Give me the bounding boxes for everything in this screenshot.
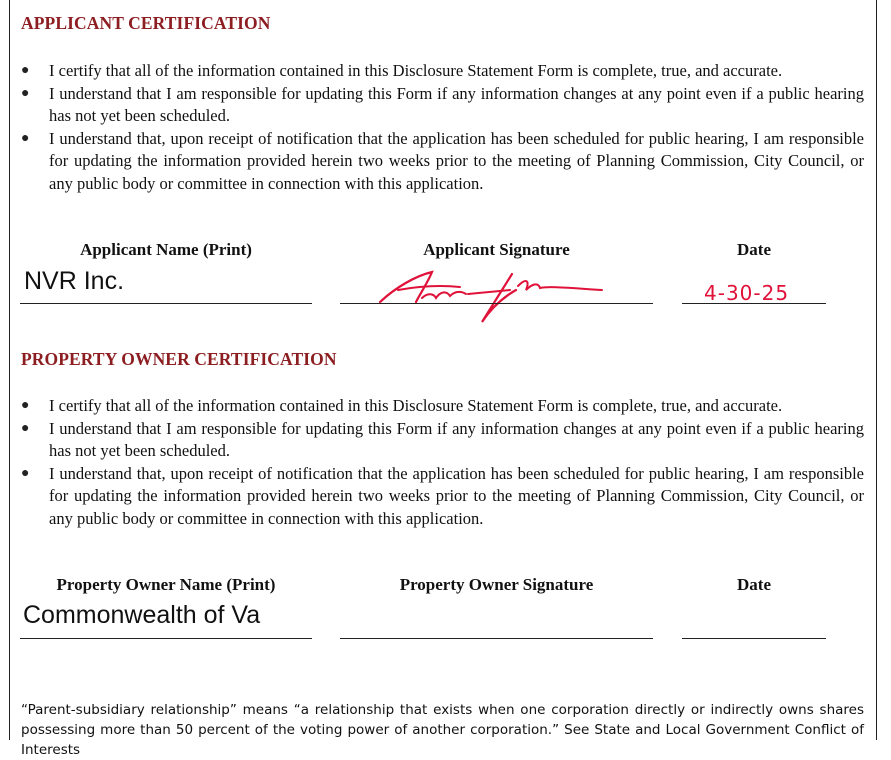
list-item-text: I understand that I am responsible for updating this Form if any information changes at any point even if a public hearing has not yet been scheduled.	[49, 83, 864, 125]
bullet-icon: ●	[21, 420, 30, 436]
applicant-name-line	[20, 303, 312, 304]
applicant-date-label: Date	[737, 240, 771, 259]
owner-name-line	[20, 638, 312, 639]
applicant-certification-list	[21, 60, 864, 195]
bullet-icon: ●	[21, 465, 30, 481]
list-item	[21, 128, 864, 196]
applicant-signature-label: Applicant Signature	[423, 240, 570, 259]
owner-signature-label: Property Owner Signature	[399, 575, 594, 594]
owner-date-line[interactable]	[682, 638, 826, 639]
applicant-date-line	[682, 303, 826, 304]
property-owner-certification-list	[21, 395, 864, 530]
list-item	[21, 60, 864, 83]
owner-date-label: Date	[737, 575, 771, 594]
bullet-icon: ●	[21, 85, 30, 101]
list-item-text: I understand that I am responsible for updating this Form if any information changes at any point even if a public hearing has not yet been scheduled.	[49, 418, 864, 460]
property-owner-certification-title: PROPERTY OWNER CERTIFICATION	[21, 349, 337, 369]
applicant-signature-image	[370, 268, 615, 326]
list-item-text: I certify that all of the information contained in this Disclosure Statement Form is complete, true, and accurate.	[49, 396, 783, 415]
bullet-icon: ●	[21, 130, 30, 146]
bullet-icon: ●	[21, 63, 30, 78]
list-item	[21, 83, 864, 128]
owner-name-value[interactable]: Commonwealth of Va	[23, 601, 261, 629]
applicant-signature-line	[340, 303, 653, 304]
list-item-text: I understand that, upon receipt of notification that the application has been scheduled for public hearing, I am responsible for updating the information provided herein two weeks prior to the meeting of Planning Commission, City Council, or any public body or committee in connection with this application.	[49, 128, 864, 193]
owner-signature-line[interactable]	[340, 638, 653, 639]
applicant-name-value[interactable]: NVR Inc.	[24, 267, 125, 295]
owner-name-label: Property Owner Name (Print)	[56, 575, 276, 594]
list-item	[21, 418, 864, 463]
applicant-name-label: Applicant Name (Print)	[80, 240, 252, 259]
list-item-text: I certify that all of the information contained in this Disclosure Statement Form is complete, true, and accurate.	[49, 61, 783, 80]
parent-subsidiary-footnote: “Parent-subsidiary relationship” means “a relationship that exists when one corporation directly or indirectly owns shares possessing more than 50 percent of the voting power of another corporation.” See State and Local Government Conflict of Interests	[21, 702, 864, 758]
applicant-certification-title: APPLICANT CERTIFICATION	[21, 13, 271, 33]
bullet-icon: ●	[21, 398, 30, 413]
list-item	[21, 395, 864, 418]
list-item-text: I understand that, upon receipt of notification that the application has been scheduled for public hearing, I am responsible for updating the information provided herein two weeks prior to the meeting of Planning Commission, City Council, or any public body or committee in connection with this application.	[49, 463, 864, 528]
applicant-date-value[interactable]: 4-30-25	[704, 281, 790, 305]
list-item	[21, 463, 864, 531]
